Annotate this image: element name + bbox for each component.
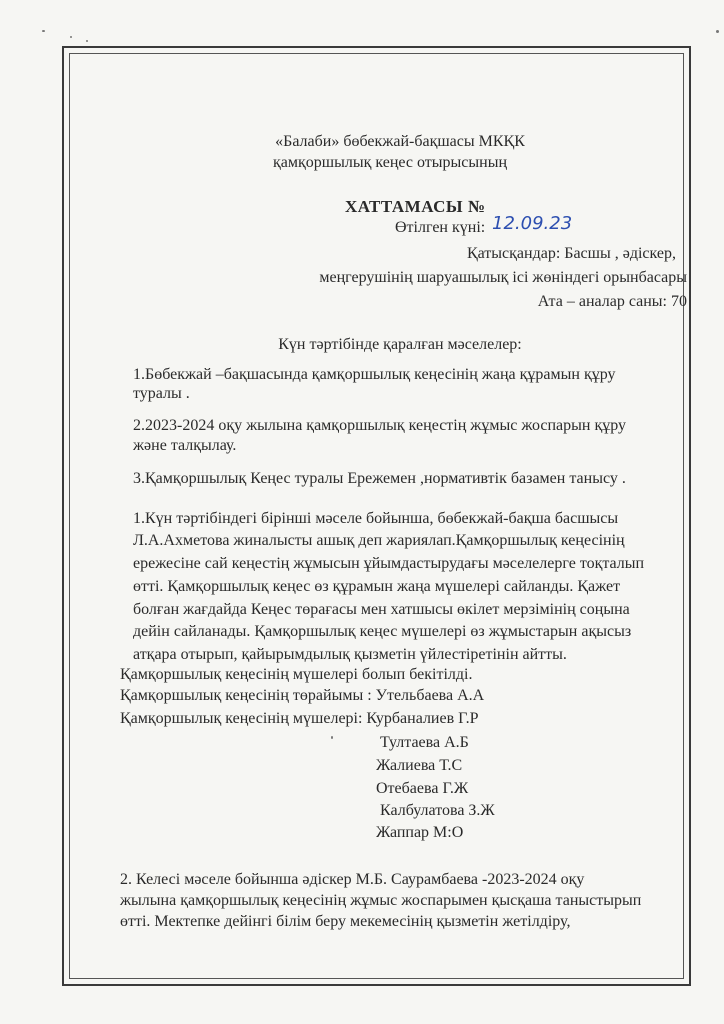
agenda-item-2: 2.2023-2024 оқу жылына қамқоршылық кеңестің жұмыс жоспарын құру xyxy=(133,417,627,434)
agenda-item-1-cont: туралы . xyxy=(133,385,190,402)
scan-speck xyxy=(42,30,45,32)
council-member: Отебаева Г.Ж xyxy=(376,780,469,797)
council-chair: Қамқоршылық кеңесінің төрайымы : Утельбаева А.А xyxy=(120,687,485,704)
discussion-line: атқара отырып, қайырымдылық қызметін үйлестіретінін айтты. xyxy=(133,646,567,663)
discussion-line: дейін сайланады. Қамқоршылық кеңес мүшелері өз жұмыстарын ақысыз xyxy=(133,623,632,640)
parents-count: Ата – аналар саны: 70 xyxy=(537,293,687,310)
second-item-line: өтті. Мектепке дейінгі білім беру мекемесінің қызметін жетілдіру, xyxy=(120,913,571,930)
council-member: Жалиева Т.С xyxy=(376,757,463,774)
second-item-line: 2. Келесі мәселе бойынша әдіскер М.Б. Саурамбаева -2023-2024 оқу xyxy=(120,871,585,888)
second-item-line: жылына қамқоршылық кеңесінің жұмыс жоспарымен қысқаша таныстырып xyxy=(120,892,642,909)
discussion-line: өтті. Қамқоршылық кеңес өз құрамын жаңа мүшелері сайланды. Қажет xyxy=(133,578,621,595)
council-member: Калбулатова З.Ж xyxy=(380,802,495,819)
scan-speck xyxy=(331,736,333,739)
agenda-item-1: 1.Бөбекжай –бақшасында қамқоршылық кеңесінің жаңа құрамын құру xyxy=(133,366,616,383)
discussion-line: ережесіне сай кеңестің жұмысын ұйымдастырудағы мәселелерге тоқталып xyxy=(133,555,645,572)
org-line: «Балаби» бөбекжай-бақшасы МКҚК xyxy=(275,133,525,150)
scan-speck xyxy=(716,30,719,33)
discussion-line: Л.А.Ахметова жиналысты ашық деп жариялап.Қамқоршылық кеңесінің xyxy=(133,532,625,549)
council-member: Жаппар М:О xyxy=(376,824,464,841)
council-member: Тултаева А.Б xyxy=(380,734,469,751)
council-members-label: Қамқоршылық кеңесінің мүшелері: Курбаналиев Г.Р xyxy=(120,710,479,727)
scan-speck xyxy=(86,40,88,42)
discussion-line: болған жағдайда Кеңес төрағасы мен хатшысы өкілет мерзімінің соңына xyxy=(133,601,630,618)
document-title: ХАТТАМАСЫ № xyxy=(345,197,486,216)
agenda-item-3: 3.Қамқоршылық Кеңес туралы Ережемен ,нормативтік базамен танысу . xyxy=(133,470,626,487)
discussion-line: 1.Күн тәртібіндегі бірінші мәселе бойынша, бөбекжай-бақша басшысы xyxy=(133,510,619,527)
date-label: Өтілген күні: xyxy=(395,219,486,236)
participants-line-2: меңгерушінің шаруашылық ісі жөніндегі орынбасары xyxy=(319,269,687,286)
scan-speck xyxy=(70,36,72,38)
council-line: қамқоршылық кеңес отырысының xyxy=(273,154,507,171)
agenda-heading: Күн тәртібінде қаралған мәселелер: xyxy=(278,336,522,353)
handwritten-date: 12.09.23 xyxy=(492,213,573,234)
agenda-item-2-cont: және талқылау. xyxy=(133,437,237,454)
participants-line-1: Қатысқандар: Басшы , әдіскер, xyxy=(466,245,676,262)
discussion-line: Қамқоршылық кеңесінің мүшелері болып бекітілді. xyxy=(120,666,473,683)
